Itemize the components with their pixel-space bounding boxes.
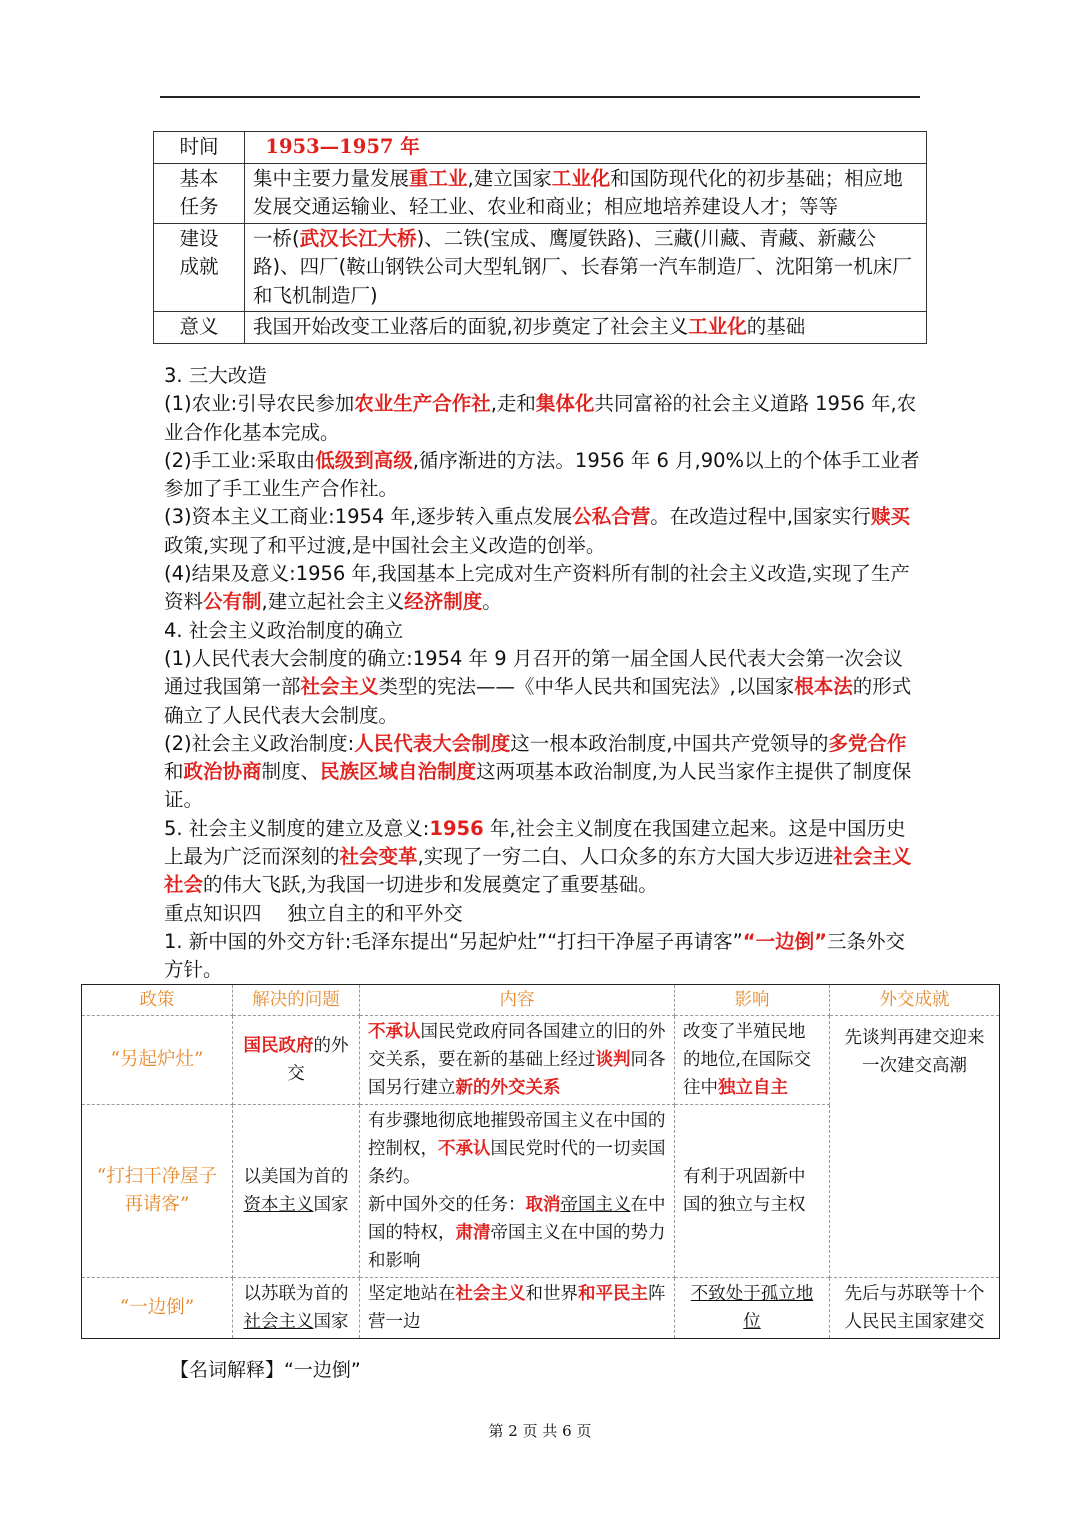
paragraph: (1)农业:引导农民参加农业生产合作社,走和集体化共同富裕的社会主义道路 1956 年,农业合作化基本完成。 xyxy=(164,392,917,444)
row-label: 时间 xyxy=(154,132,245,164)
table-row xyxy=(154,223,927,312)
paragraph: (3)资本主义工商业:1954 年,逐步转入重点发展公私合营。在改造过程中,国家实行赎买政策,实现了和平过渡,是中国社会主义改造的创举。 xyxy=(164,505,910,557)
impact-cell: 不致处于孤立地位 xyxy=(675,1278,830,1339)
issue-cell: 国民政府的外交 xyxy=(233,1016,360,1105)
content-cell: 不承认国民党政府同各国建立的旧的外交关系，要在新的基础上经过谈判同各国另行建立新的外交关系 xyxy=(360,1016,675,1105)
impact-cell: 改变了半殖民地的地位,在国际交往中独立自主 xyxy=(675,1016,830,1105)
issue-cell: 以美国为首的资本主义国家 xyxy=(233,1105,360,1278)
paragraph: (1)人民代表大会制度的确立:1954 年 9 月召开的第一届全国人民代表大会第一次会议通过我国第一部社会主义类型的宪法——《中华人民共和国宪法》,以国家根本法的形式确立了人民代表大会制度。 xyxy=(164,646,912,727)
achievement-cell: 一桥(武汉长江大桥)、二铁(宝成、鹰厦铁路)、三藏(川藏、青藏、新藏公路)、四厂(鞍山钢铁公司大型轧钢厂、长春第一汽车制造厂、沈阳第一机床厂和飞机制造厂) xyxy=(245,223,927,312)
row-label: 基本 任务 xyxy=(154,163,245,223)
time-cell: 1953—1957 年 xyxy=(245,132,927,164)
paragraph: 5. 社会主义制度的建立及意义:1956 年,社会主义制度在我国建立起来。这是中国历史上最为广泛而深刻的社会变革,实现了一穷二白、人口众多的东方大国大步迈进社会主义社会的伟大飞跃,为我国一切进步和发展奠定了重要基础。 xyxy=(164,816,912,897)
page-number: 第 2 页 共 6 页 xyxy=(488,1422,592,1440)
content-cell: 有步骤地彻底地摧毁帝国主义在中国的控制权，不承认国民党时代的一切卖国条约。 新中国外交的任务：取消帝国主义在中国的特权，肃清帝国主义在中国的势力和影响 xyxy=(360,1105,675,1278)
content-cell: 坚定地站在社会主义和世界和平民主阵营一边 xyxy=(360,1278,675,1339)
achievement-cell: 先谈判再建交迎来一次建交高潮 xyxy=(830,1016,1000,1278)
issue-cell: 以苏联为首的社会主义国家 xyxy=(233,1278,360,1339)
column-header: 内容 xyxy=(360,985,675,1016)
row-label: 建设 成就 xyxy=(154,223,245,312)
paragraph: (4)结果及意义:1956 年,我国基本上完成对生产资料所有制的社会主义改造,实现了生产资料公有制,建立起社会主义经济制度。 xyxy=(164,562,910,614)
section-heading: 4. 社会主义政治制度的确立 xyxy=(164,618,404,642)
paragraph: 1. 新中国的外交方针:毛泽东提出“另起炉灶”“打扫干净屋子再请客”“一边倒”三条外交方针。 xyxy=(164,929,905,982)
policy-cell: “打扫干净屋子再请客” xyxy=(82,1105,233,1278)
table-row xyxy=(154,163,927,223)
row-label: 意义 xyxy=(154,312,245,344)
policy-cell: “另起炉灶” xyxy=(82,1016,233,1105)
policy-cell: “一边倒” xyxy=(82,1278,233,1339)
table-row xyxy=(82,1278,1000,1339)
table-row xyxy=(82,1016,1000,1105)
table-row xyxy=(154,312,927,344)
column-header: 外交成就 xyxy=(830,985,1000,1016)
paragraph: (2)社会主义政治制度:人民代表大会制度这一根本政治制度,中国共产党领导的多党合作和政治协商制度、民族区域自治制度这两项基本政治制度,为人民当家作主提供了制度保证。 xyxy=(164,731,912,812)
term-note: 【名词解释】“一边倒” xyxy=(170,1359,361,1381)
table-header-row xyxy=(82,985,1000,1016)
task-cell: 集中主要力量发展重工业,建立国家工业化和国防现代化的初步基础；相应地发展交通运输业、轻工业、农业和商业；相应地培养建设人才；等等 xyxy=(245,163,927,223)
column-header: 影响 xyxy=(675,985,830,1016)
body-text xyxy=(164,362,920,985)
diplomacy-table xyxy=(81,984,1000,1339)
achievement-cell: 先后与苏联等十个人民民主国家建交 xyxy=(830,1278,1000,1339)
significance-cell: 我国开始改变工业落后的面貌,初步奠定了社会主义工业化的基础 xyxy=(245,312,927,344)
top-rule xyxy=(160,96,920,98)
column-header: 政策 xyxy=(82,985,233,1016)
table-row xyxy=(154,132,927,164)
paragraph: (2)手工业:采取由低级到高级,循序渐进的方法。1956 年 6 月,90%以上的个体手工业者参加了手工业生产合作社。 xyxy=(164,448,920,501)
section-heading: 重点知识四 独立自主的和平外交 xyxy=(164,901,463,925)
impact-cell: 有利于巩固新中国的独立与主权 xyxy=(675,1105,830,1278)
section-heading: 3. 三大改造 xyxy=(164,364,267,387)
first-five-year-plan-table xyxy=(153,131,927,344)
column-header: 解决的问题 xyxy=(233,985,360,1016)
